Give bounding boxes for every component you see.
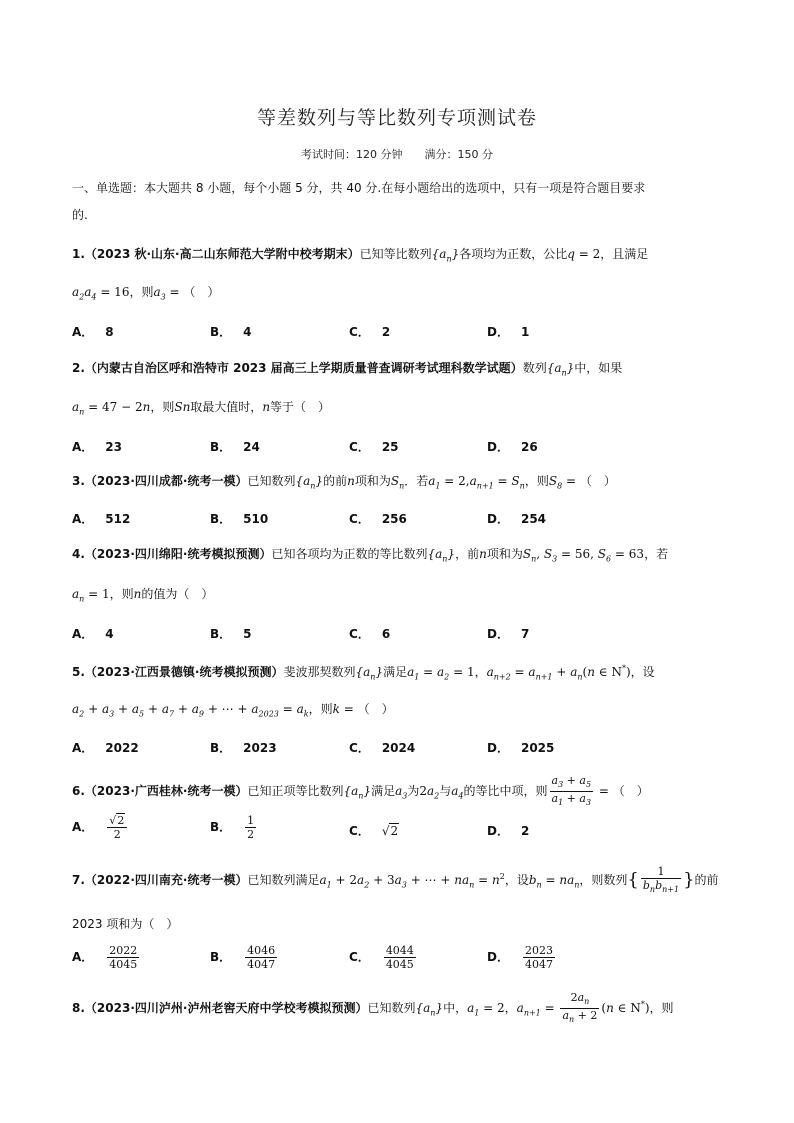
question-5-number: 5.: [72, 665, 85, 679]
question-6-text: 满足: [371, 784, 396, 799]
option-d[interactable]: D． 254: [487, 512, 547, 526]
question-8-text: 中，: [443, 1001, 468, 1015]
page-title: 等差数列与等比数列专项测试卷: [256, 107, 537, 129]
question-8-text: ，则: [649, 1001, 674, 1015]
question-3-text: ．若: [404, 474, 429, 488]
question-3-text: （ ）: [579, 474, 616, 488]
question-4-text: ，若: [644, 547, 669, 561]
option-c[interactable]: C． $\frac{4044}{4045}$: [349, 944, 414, 971]
question-4-line1: 4.（2023·四川绵阳·统考模拟预测）已知各项均为正数的等比数列$\{a_n\}$，前n项和为$S_n$, $S_3 = 56$, $S_6 = 63$，若: [72, 547, 669, 564]
question-4-text: 的值为（ ）: [141, 587, 214, 601]
question-5-options: [72, 739, 692, 759]
option-c[interactable]: C． 6: [349, 627, 391, 641]
option-b[interactable]: B． 24: [210, 440, 260, 454]
option-d[interactable]: D． $\frac{2023}{4047}$: [487, 944, 553, 971]
question-2-text: ，则: [150, 400, 175, 414]
question-6-text: 为: [407, 784, 420, 799]
option-a[interactable]: A． 512: [72, 512, 131, 526]
question-5-text: ，设: [630, 665, 655, 679]
question-2-number: 2.: [72, 361, 85, 375]
question-3-number: 3.: [72, 474, 85, 488]
question-1-number: 1.: [72, 247, 85, 261]
question-3-text: 已知数列: [247, 474, 296, 488]
question-3-text: 项和为: [354, 474, 391, 488]
exam-meta: [0, 146, 794, 162]
question-8-text: 已知数列: [367, 1001, 416, 1015]
option-c[interactable]: C． √2: [349, 824, 399, 838]
question-5-source: （2023·江西景德镇·统考模拟预测）: [84, 665, 284, 679]
question-3-text: ，则: [524, 474, 549, 488]
question-2-text: 等于（ ）: [270, 400, 331, 414]
section-heading-line1: 一、单选题：本大题共 8 小题，每个小题 5 分，共 40 分.在每小题给出的选项中，只有一项是符合题目要求: [72, 181, 646, 195]
option-a[interactable]: A． $\frac{2022}{4045}$: [72, 944, 138, 971]
question-8-text: ，: [504, 1001, 517, 1015]
question-1-line1: 1.（2023 秋·山东·高二山东师范大学附中校考期末）已知等比数列$\{a_n\}$各项均为正数，公比q = 2，且满足: [72, 247, 649, 264]
section-heading-line2: 的.: [72, 208, 88, 222]
question-1-line2: $a_2a_4 = 16$，则$a_3$ = （ ）: [72, 285, 220, 302]
option-c[interactable]: C． 2: [349, 325, 391, 339]
question-5-text: 满足: [383, 665, 408, 679]
option-c[interactable]: C． 256: [349, 512, 407, 526]
exam-time: 考试时间：120 分钟: [301, 148, 403, 161]
question-7-source: （2022·四川南充·统考一模）: [84, 873, 248, 887]
question-6-text: （ ）: [612, 784, 649, 799]
question-5-text: ，: [474, 665, 487, 679]
question-4-options: [72, 625, 692, 645]
question-4-text: ，则: [109, 587, 134, 601]
option-a[interactable]: A． 23: [72, 440, 122, 454]
question-5-text: （ ）: [357, 702, 394, 716]
option-a[interactable]: A． 8: [72, 325, 114, 339]
question-6-text: 已知正项等比数列: [247, 784, 344, 799]
option-a[interactable]: A． $\frac{√2}{2}$: [72, 814, 129, 841]
question-5-line1: 5.（2023·江西景德镇·统考模拟预测）斐波那契数列$\{a_n\}$满足$a_1 = a_2 = 1$，$a_{n+2} = a_{n+1} + a_n(n$ ∈ N*)，设: [72, 664, 655, 682]
question-5-text: 斐波那契数列: [283, 665, 356, 679]
option-b[interactable]: B． $\frac{1}{2}$: [210, 814, 255, 841]
question-8-source: （2023·四川泸州·泸州老窖天府中学校考模拟预测）: [84, 1001, 368, 1015]
question-6-text: 的等比中项，则: [463, 784, 548, 799]
question-2-text: 数列: [522, 361, 547, 375]
question-1-text: ，且满足: [600, 247, 649, 261]
question-6-number: 6.: [72, 784, 85, 799]
option-c[interactable]: C． 2024: [349, 741, 416, 755]
question-7-text: 的前: [694, 873, 719, 887]
question-6-source: （2023·广西桂林·统考一模）: [84, 784, 248, 799]
question-2-text: 取最大值时，: [190, 400, 263, 414]
option-d[interactable]: D． 2025: [487, 741, 555, 755]
question-1-options: [72, 323, 692, 343]
option-d[interactable]: D． 1: [487, 325, 530, 339]
question-3-options: [72, 510, 692, 530]
question-7-text: ，则数列: [579, 873, 628, 887]
question-3-line1: 3.（2023·四川成都·统考一模）已知数列$\{a_n\}$的前n项和为$S_n$．若$a_1 = 2,a_{n+1} = S_n$，则$S_8$ = （ ）: [72, 474, 616, 491]
option-b[interactable]: B． 4: [210, 325, 252, 339]
question-3-source: （2023·四川成都·统考一模）: [84, 474, 248, 488]
question-4-text: 项和为: [486, 547, 523, 561]
question-7-line1: 7.（2022·四川南充·统考一模）已知数列满足$a_1 + 2a_2 + 3a_3$ + ⋯ + $na_n = n^2$，设$b_n = na_n$，则数列{ $\frac{1}{b_nb_{n+1}}$ }的前: [72, 864, 719, 895]
exam-score: 满分：150 分: [424, 148, 493, 161]
question-6-line1: 6.（2023·广西桂林·统考一模）已知正项等比数列$\{a_n\}$满足$a_3$为$2a_2$与$a_4$的等比中项，则 $\frac{a_3 + a_5}{a_1 + a_3}$ = （ ）: [72, 774, 649, 808]
question-5-text: ，则: [308, 702, 333, 716]
question-7-text: 已知数列满足: [247, 873, 320, 887]
option-d[interactable]: D． 26: [487, 440, 538, 454]
question-6-text: 与: [439, 784, 452, 799]
question-1-text: （ ）: [183, 285, 220, 299]
option-a[interactable]: A． 2022: [72, 741, 139, 755]
question-7-number: 7.: [72, 873, 85, 887]
option-b[interactable]: B． 2023: [210, 741, 277, 755]
question-1-text: 各项均为正数，公比: [459, 247, 568, 261]
question-2-text: 中，如果: [574, 361, 623, 375]
option-b[interactable]: B． $\frac{4046}{4047}$: [210, 944, 276, 971]
option-d[interactable]: D． 2: [487, 824, 530, 838]
question-7-line2: 2023 项和为（ ）: [72, 917, 179, 931]
question-4-text: ，前: [455, 547, 480, 561]
question-7-options: [72, 944, 692, 978]
question-4-source: （2023·四川绵阳·统考模拟预测）: [84, 547, 272, 561]
option-b[interactable]: B． 510: [210, 512, 269, 526]
question-8-line1: 8.（2023·四川泸州·泸州老窖天府中学校考模拟预测）已知数列$\{a_n\}$中，$a_1 = 2$，$a_{n+1}$ = $\frac{2a_n}{a_n + 2}$ (n ∈ N*)，则: [72, 990, 674, 1025]
question-1-text: 已知等比数列: [359, 247, 432, 261]
option-d[interactable]: D． 7: [487, 627, 530, 641]
question-7-fraction: $\frac{1}{b_nb_{n+1}}$: [642, 864, 680, 895]
option-a[interactable]: A． 4: [72, 627, 114, 641]
question-4-line2: $a_n = 1$，则n的值为（ ）: [72, 587, 214, 604]
question-6-options: [72, 810, 692, 844]
question-3-text: 的前: [323, 474, 348, 488]
question-8-number: 8.: [72, 1001, 85, 1015]
option-b[interactable]: B． 5: [210, 627, 252, 641]
question-2-options: [72, 438, 692, 458]
question-2-source: （内蒙古自治区呼和浩特市 2023 届高三上学期质量普查调研考试理科数学试题）: [84, 361, 523, 375]
question-4-number: 4.: [72, 547, 85, 561]
question-7-text: ，设: [504, 873, 529, 887]
option-c[interactable]: C． 25: [349, 440, 399, 454]
question-2-line2: $a_n = 47 - 2n$，则Sn取最大值时，n等于（ ）: [72, 400, 331, 417]
question-1-text: ，则: [129, 285, 154, 299]
question-6-fraction: $\frac{a_3 + a_5}{a_1 + a_3}$: [551, 774, 592, 808]
question-4-text: 已知各项均为正数的等比数列: [271, 547, 428, 561]
question-1-source: （2023 秋·山东·高二山东师范大学附中校考期末）: [84, 247, 360, 261]
question-8-fraction: $\frac{2a_n}{a_n + 2}$: [562, 990, 598, 1025]
question-5-line2: $a_2 + a_3 + a_5 + a_7 + a_9$ + ⋯ + $a_{2023} = a_k$，则k = （ ）: [72, 702, 394, 719]
question-2-line1: 2.（内蒙古自治区呼和浩特市 2023 届高三上学期质量普查调研考试理科数学试题）数列$\{a_n\}$中，如果: [72, 361, 623, 378]
